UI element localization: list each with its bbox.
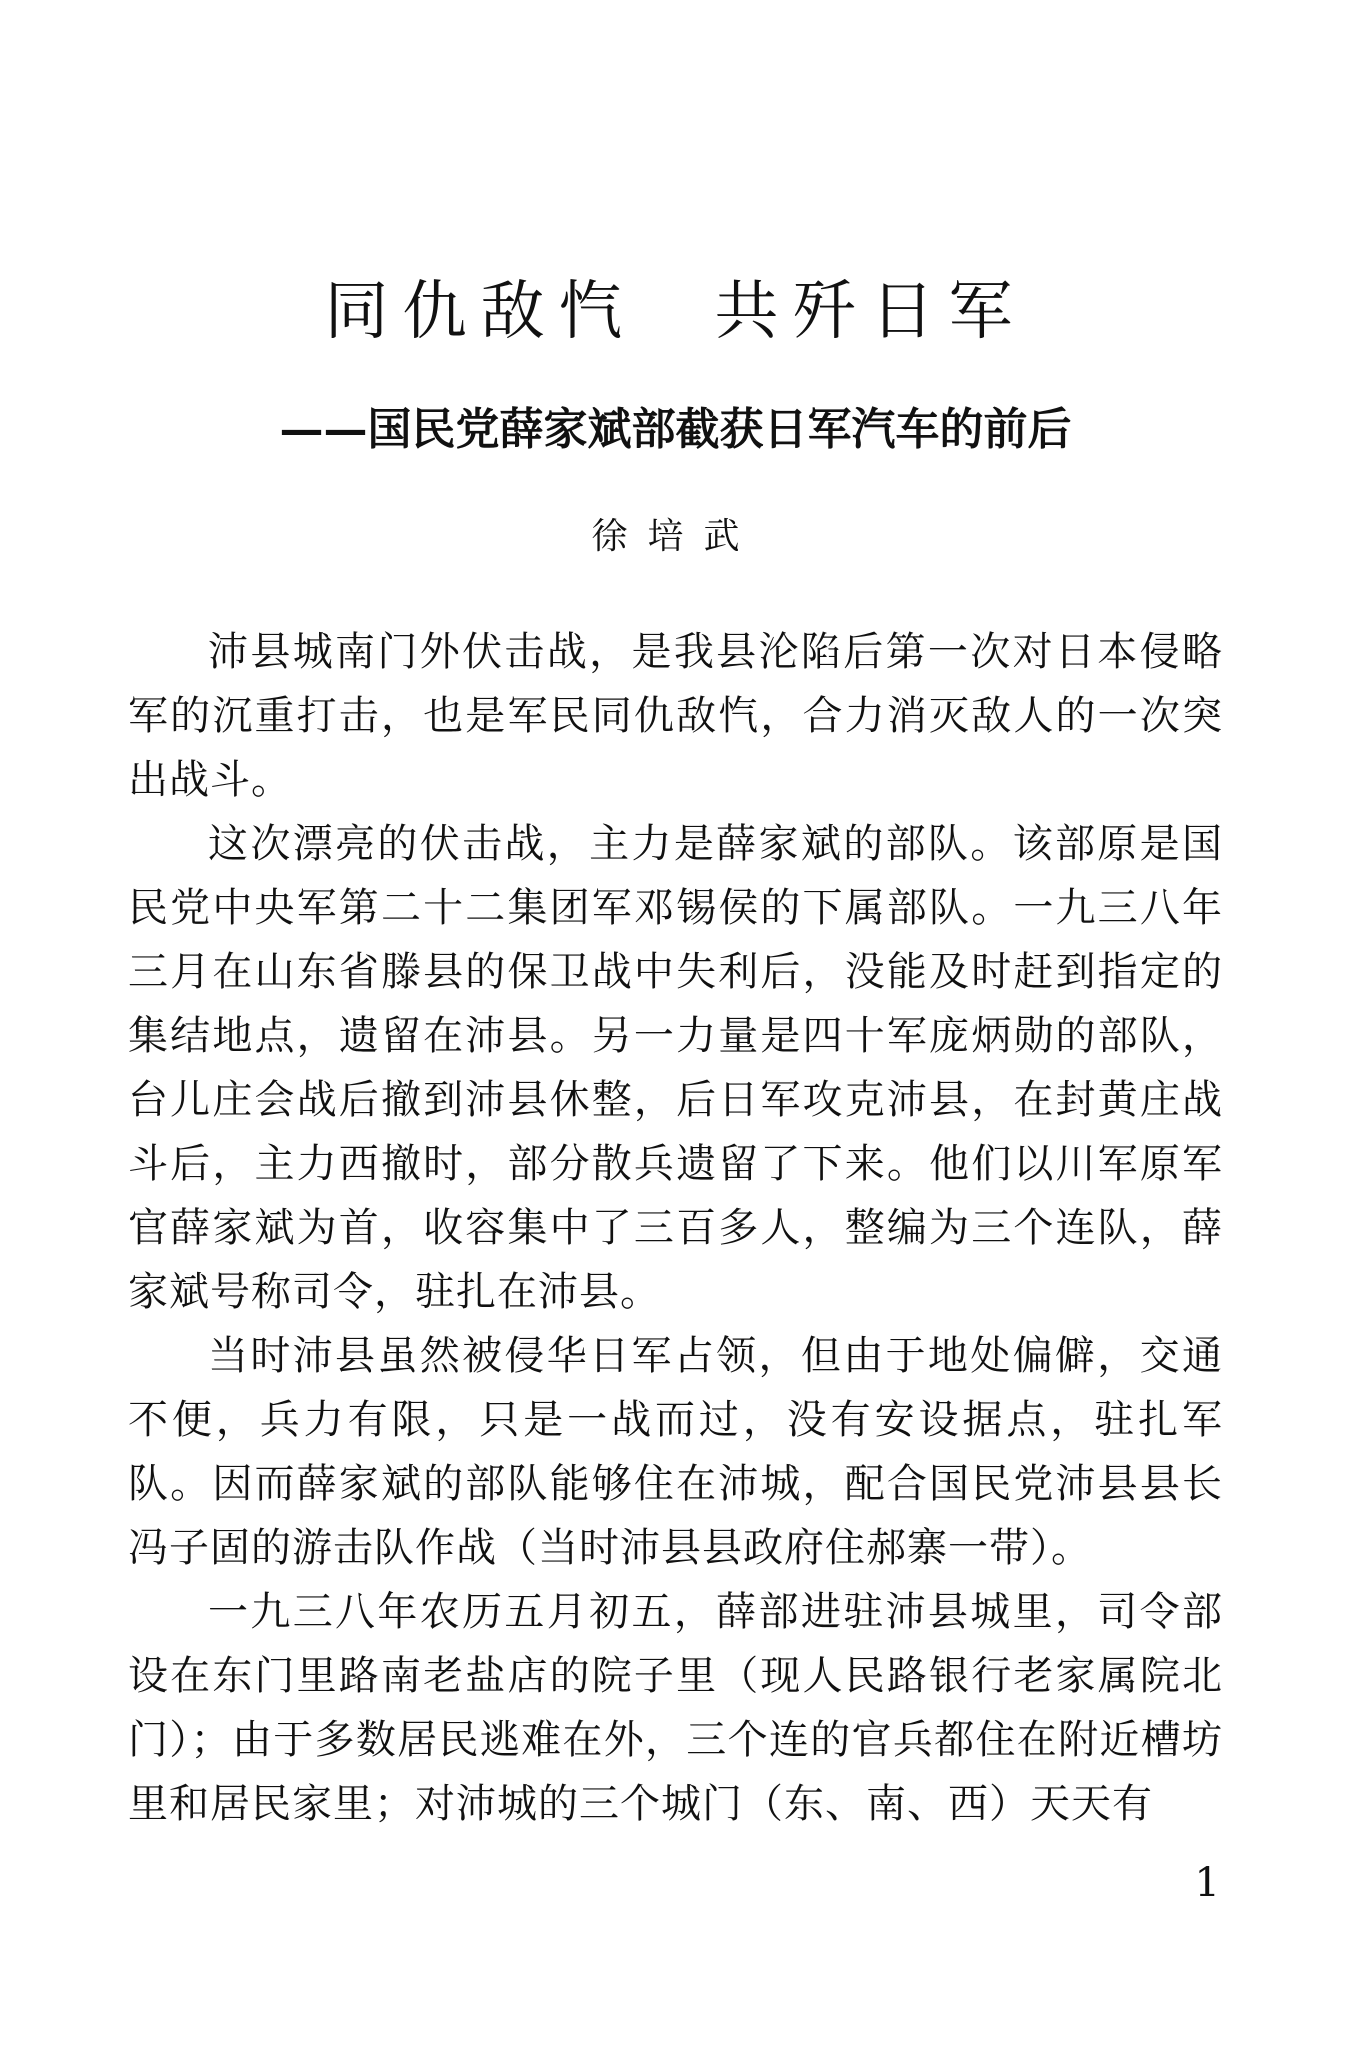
article-title: 同仇敌忾 共歼日军 (324, 275, 1027, 349)
paragraph-3: 当时沛县虽然被侵华日军占领，但由于地处偏僻，交通不便，兵力有限，只是一战而过，没有安设据点，驻扎军队。因而薛家斌的部队能够住在沛城，配合国民党沛县县长冯子固的游击队作战（当时沛县县政府住郝寨一带）。 (128, 1333, 1223, 1571)
article-body (128, 620, 1223, 1836)
page-number: 1 (1194, 1860, 1220, 1906)
paragraph-1: 沛县城南门外伏击战，是我县沦陷后第一次对日本侵略军的沉重打击，也是军民同仇敌忾，合力消灭敌人的一次突出战斗。 (128, 629, 1223, 803)
article-subtitle: ——国民党薛家斌部截获日军汽车的前后 (279, 404, 1072, 455)
author-name: 徐培武 (591, 516, 760, 557)
paragraph-4: 一九三八年农历五月初五，薛部进驻沛县城里，司令部设在东门里路南老盐店的院子里（现人民路银行老家属院北门）；由于多数居民逃难在外，三个连的官兵都住在附近槽坊里和居民家里；对沛城的三个城门（东、南、西）天天有 (128, 1589, 1223, 1827)
paragraph-2: 这次漂亮的伏击战，主力是薛家斌的部队。该部原是国民党中央军第二十二集团军邓锡侯的下属部队。一九三八年三月在山东省滕县的保卫战中失利后，没能及时赶到指定的集结地点，遗留在沛县。另一力量是四十军庞炳勋的部队，台儿庄会战后撤到沛县休整，后日军攻克沛县，在封黄庄战斗后，主力西撤时，部分散兵遗留了下来。他们以川军原军官薛家斌为首，收容集中了三百多人，整编为三个连队，薛家斌号称司令，驻扎在沛县。 (128, 821, 1223, 1315)
